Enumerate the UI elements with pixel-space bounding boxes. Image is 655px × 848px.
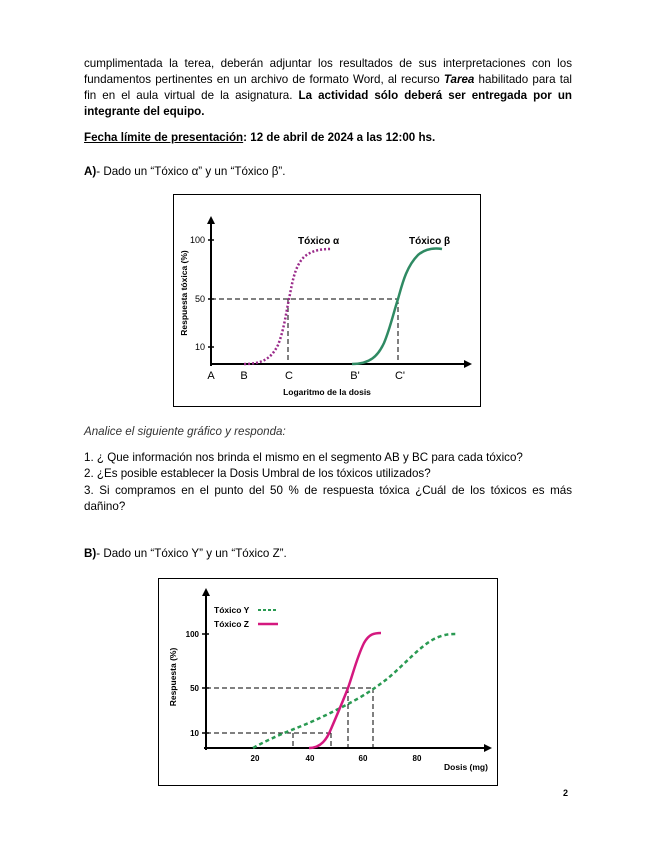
chart-b-xtick-60: 60 (358, 754, 368, 763)
deadline-value: 12 de abril de 2024 a las 12:00 hs. (247, 131, 436, 144)
chart-a-xlabel: Logaritmo de la dosis (283, 387, 371, 397)
chart-b-xtick-20: 20 (250, 754, 260, 763)
intro-paragraph (84, 56, 572, 120)
chart-a-curve-beta (352, 249, 442, 364)
section-b-letter: B) (84, 547, 97, 560)
chart-a-point-b: B (240, 370, 248, 382)
section-b-heading (84, 546, 572, 562)
chart-a-point-c: C (285, 370, 293, 382)
chart-b-curve-y (253, 634, 456, 748)
chart-b-ytick-100: 100 (185, 630, 199, 639)
chart-a-frame (173, 194, 481, 407)
analyze-instruction: Analice el siguiente gráfico y responda: (84, 425, 286, 438)
chart-a-ylabel: Respuesta tóxica (%) (179, 250, 189, 336)
chart-a-label-alpha: Tóxico α (298, 236, 340, 247)
chart-b-ylabel: Respuesta (%) (168, 647, 178, 707)
deadline (84, 130, 572, 146)
intro-bold: La actividad sólo deberá ser entregada por un integrante del equipo. (84, 89, 572, 118)
chart-b-xtick-80: 80 (412, 754, 422, 763)
chart-b-frame (158, 578, 498, 786)
section-a-letter: A) (84, 165, 97, 178)
section-a-text: - Dado un “Tóxico α” y un “Tóxico β”. (96, 165, 286, 178)
chart-a-point-c-prime: C' (394, 370, 406, 382)
section-a-heading (84, 164, 572, 180)
chart-a-ytick-100: 100 (189, 235, 205, 245)
intro-text-2: habilitado para tal fin en el aula virtual de la asignatura. (84, 73, 572, 102)
chart-a (174, 195, 480, 406)
chart-b-ytick-10: 10 (190, 729, 199, 738)
chart-a-point-b-prime: B' (350, 370, 360, 382)
question-2: 2. ¿Es posible establecer la Dosis Umbral de los tóxicos utilizados? (84, 467, 431, 480)
chart-b-xlabel: Dosis (mg) (444, 762, 488, 772)
chart-a-ytick-10: 10 (194, 342, 205, 352)
chart-b-curve-z (309, 633, 381, 748)
section-b-text: - Dado un “Tóxico Y” y un “Tóxico Z”. (96, 547, 287, 560)
deadline-label: Fecha límite de presentación (84, 131, 244, 144)
chart-b-legend-z: Tóxico Z (214, 619, 249, 629)
chart-a-curve-alpha (244, 249, 331, 364)
question-1: 1. ¿ Que información nos brinda el mismo en el segmento AB y BC para cada tóxico? (84, 451, 523, 464)
tarea-word: Tarea (443, 73, 475, 86)
intro-text-1: cumplimentada la terea, deberán adjuntar los resultados de sus interpretaciones con los fundamentos pertinentes en un archivo de formato Word, al recurso (84, 57, 572, 86)
deadline-colon: : (243, 131, 248, 144)
chart-b-xtick-40: 40 (305, 754, 315, 763)
page-number: 2 (563, 788, 569, 798)
chart-a-label-beta: Tóxico β (409, 236, 451, 247)
chart-a-point-a: A (207, 370, 215, 382)
chart-b-ytick-50: 50 (190, 684, 199, 693)
question-3: 3. Si compramos en el punto del 50 % de respuesta tóxica ¿Cuál de los tóxicos es más dañino? (84, 484, 572, 513)
chart-b-legend-y: Tóxico Y (214, 605, 250, 615)
chart-b (159, 579, 497, 785)
chart-a-ytick-50: 50 (194, 294, 205, 304)
